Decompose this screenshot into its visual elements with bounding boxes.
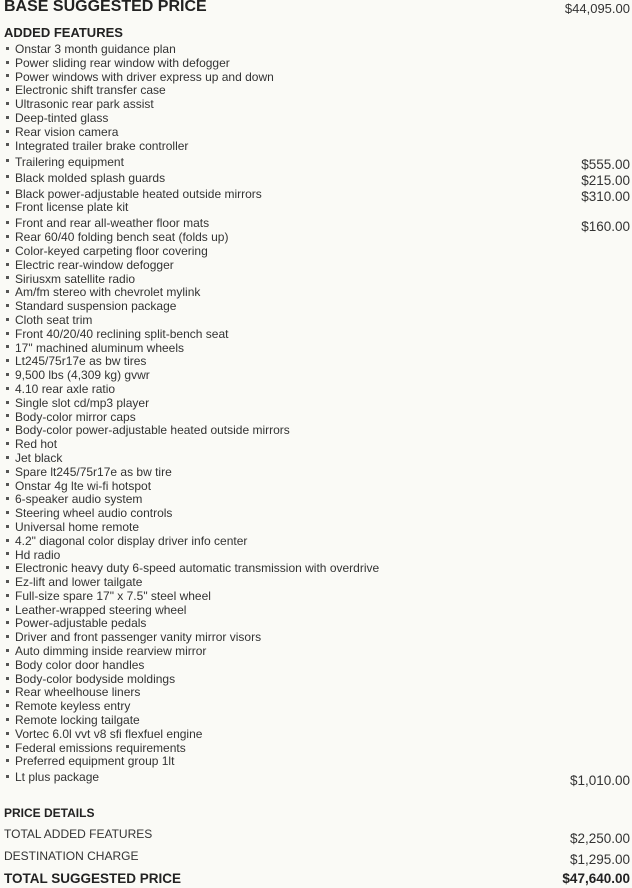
feature-item [0,686,632,700]
feature-label-wrap [4,631,261,645]
feature-label: Power sliding rear window with defogger [15,55,230,70]
bullet-icon [6,704,9,707]
feature-label-wrap [4,452,62,466]
feature-item [0,507,632,521]
bullet-icon [6,359,9,362]
feature-item [0,769,632,789]
feature-label-wrap [4,728,202,742]
feature-label-wrap [4,140,188,154]
feature-item [0,590,632,604]
bullet-icon [6,175,9,178]
feature-item [0,126,632,140]
feature-label: Integrated trailer brake controller [15,138,189,153]
feature-label-wrap [4,700,130,714]
feature-item [0,286,632,300]
feature-item [0,742,632,756]
feature-item [0,604,632,618]
feature-label: Jet black [15,450,63,465]
bullet-icon [6,525,9,528]
feature-label: Preferred equipment group 1lt [15,754,175,769]
feature-label-wrap [4,300,176,314]
feature-item [0,424,632,438]
feature-item [0,355,632,369]
feature-label: 4.2" diagonal color display driver info center [15,533,248,548]
feature-item [0,245,632,259]
bullet-icon [6,539,9,542]
bullet-icon [6,635,9,638]
feature-label: Body-color bodyside moldings [15,671,176,686]
feature-label-wrap [4,617,146,631]
bullet-icon [6,759,9,762]
feature-label: Spare lt245/75r17e as bw tire [15,464,172,479]
feature-label: Black molded splash guards [15,170,166,185]
feature-item [0,383,632,397]
bullet-icon [6,497,9,500]
feature-label: Universal home remote [15,519,140,534]
bullet-icon [6,318,9,321]
feature-item [0,549,632,563]
total-price-value: $47,640.00 [562,871,630,886]
feature-label-wrap [4,188,262,202]
feature-label-wrap [4,686,140,700]
feature-label: Driver and front passenger vanity mirror visors [15,630,262,645]
feature-label: Ez-lift and lower tailgate [15,575,143,590]
bullet-icon [6,88,9,91]
feature-label: Electronic shift transfer case [15,83,166,98]
price-details-heading: PRICE DETAILS [4,806,95,820]
bullet-icon [6,159,9,162]
feature-item [0,153,632,173]
feature-item [0,631,632,645]
feature-item [0,273,632,287]
feature-label-wrap [4,369,150,383]
feature-label-wrap [4,43,176,57]
bullet-icon [6,205,9,208]
feature-label: Deep-tinted glass [15,110,109,125]
feature-price: $160.00 [581,219,630,235]
feature-label-wrap [4,507,172,521]
bullet-icon [6,373,9,376]
feature-label: Cloth seat trim [15,312,93,327]
feature-label: Federal emissions requirements [15,740,186,755]
bullet-icon [6,74,9,77]
bullet-icon [6,663,9,666]
bullet-icon [6,345,9,348]
feature-label: Front and rear all-weather floor mats [15,216,210,231]
bullet-icon [6,580,9,583]
bullet-icon [6,470,9,473]
feature-label-wrap [4,466,172,480]
feature-label-wrap [4,493,142,507]
bullet-icon [6,428,9,431]
bullet-icon [6,332,9,335]
total-added-label: TOTAL ADDED FEATURES [4,827,153,841]
bullet-icon [6,263,9,266]
feature-item [0,452,632,466]
feature-label: Remote locking tailgate [15,713,140,728]
bullet-icon [6,47,9,50]
bullet-icon [6,387,9,390]
feature-label-wrap [4,673,175,687]
feature-item [0,755,632,769]
feature-label: Full-size spare 17" x 7.5" steel wheel [15,588,211,603]
feature-item [0,480,632,494]
feature-label-wrap [4,126,118,140]
feature-label: Red hot [15,437,58,452]
feature-label: Onstar 4g lte wi-fi hotspot [15,478,152,493]
feature-item [0,535,632,549]
feature-label: Rear vision camera [15,124,119,139]
total-price-label: TOTAL SUGGESTED PRICE [4,871,182,886]
feature-label-wrap [4,714,140,728]
feature-item [0,231,632,245]
feature-label: Lt plus package [15,770,100,785]
bullet-icon [6,276,9,279]
feature-item [0,328,632,342]
bullet-icon [6,191,9,194]
feature-item [0,169,632,189]
destination-label: DESTINATION CHARGE [4,849,139,863]
bullet-icon [6,414,9,417]
feature-label: Am/fm stereo with chevrolet mylink [15,285,201,300]
total-added-value: $2,250.00 [569,831,630,846]
feature-label-wrap [4,659,144,673]
feature-label-wrap [4,397,149,411]
feature-label: Single slot cd/mp3 player [15,395,150,410]
feature-label: 4.10 rear axle ratio [15,381,116,396]
feature-item [0,714,632,728]
feature-item [0,185,632,205]
feature-item [0,43,632,57]
feature-label-wrap [4,273,135,287]
feature-label: Black power-adjustable heated outside mirrors [15,186,262,201]
feature-label-wrap [4,424,290,438]
feature-label: Ultrasonic rear park assist [15,97,154,112]
bullet-icon [6,718,9,721]
feature-price: $310.00 [581,189,630,205]
feature-item [0,300,632,314]
base-price-label: BASE SUGGESTED PRICE [4,0,207,15]
feature-item [0,617,632,631]
feature-label-wrap [4,355,146,369]
feature-label-wrap [4,172,165,186]
feature-label: Hd radio [15,547,61,562]
feature-label: 9,500 lbs (4,309 kg) gvwr [15,368,150,383]
bullet-icon [6,102,9,105]
total-added-row [0,826,632,846]
bullet-icon [6,608,9,611]
bullet-icon [6,690,9,693]
feature-label-wrap [4,314,92,328]
feature-label-wrap [4,156,124,170]
added-features-heading: ADDED FEATURES [4,25,123,40]
feature-item [0,493,632,507]
bullet-icon [6,143,9,146]
bullet-icon [6,456,9,459]
feature-label-wrap [4,342,184,356]
feature-item [0,397,632,411]
bullet-icon [6,649,9,652]
bullet-icon [6,304,9,307]
bullet-icon [6,130,9,133]
feature-label: Body color door handles [15,657,145,672]
bullet-icon [6,401,9,404]
bullet-icon [6,116,9,119]
feature-label: Auto dimming inside rearview mirror [15,644,207,659]
feature-item [0,700,632,714]
feature-label-wrap [4,549,60,563]
feature-label-wrap [4,771,99,785]
feature-price: $1,010.00 [569,773,630,789]
feature-label: Leather-wrapped steering wheel [15,602,187,617]
feature-item [0,57,632,71]
feature-label: Body-color power-adjustable heated outside mirrors [15,423,290,438]
feature-label-wrap [4,245,208,259]
base-price-value: $44,095.00 [564,1,630,16]
destination-row [0,848,632,867]
feature-item [0,84,632,98]
feature-item [0,659,632,673]
feature-label: Trailering equipment [15,154,124,169]
feature-label: Rear wheelhouse liners [15,685,141,700]
bullet-icon [6,442,9,445]
feature-label-wrap [4,438,57,452]
feature-label: Power windows with driver express up and down [15,69,274,84]
feature-label: Steering wheel audio controls [15,506,173,521]
feature-item [0,71,632,85]
bullet-icon [6,221,9,224]
feature-label-wrap [4,576,142,590]
feature-label: 17" machined aluminum wheels [15,340,185,355]
bullet-icon [6,61,9,64]
feature-label-wrap [4,112,108,126]
feature-label-wrap [4,57,230,71]
bullet-icon [6,235,9,238]
feature-label-wrap [4,521,139,535]
bullet-icon [6,483,9,486]
feature-item [0,521,632,535]
feature-label-wrap [4,645,206,659]
feature-label: Body-color mirror caps [15,409,136,424]
feature-item [0,259,632,273]
bullet-icon [6,566,9,569]
feature-label-wrap [4,535,247,549]
feature-label-wrap [4,201,128,215]
feature-item [0,314,632,328]
feature-label-wrap [4,590,211,604]
bullet-icon [6,552,9,555]
feature-price: $555.00 [581,157,630,173]
feature-label: Front license plate kit [15,200,129,215]
feature-item [0,645,632,659]
feature-item [0,112,632,126]
bullet-icon [6,511,9,514]
feature-item [0,215,632,235]
feature-item [0,673,632,687]
feature-label-wrap [4,259,174,273]
feature-label-wrap [4,217,209,231]
feature-label-wrap [4,84,166,98]
feature-item [0,140,632,154]
feature-label: Electric rear-window defogger [15,257,174,272]
feature-label-wrap [4,562,379,576]
feature-item [0,369,632,383]
feature-label: 6-speaker audio system [15,492,143,507]
bullet-icon [6,745,9,748]
bullet-icon [6,677,9,680]
total-price-row [0,871,632,886]
feature-label: Lt245/75r17e as bw tires [15,354,147,369]
base-price-row [0,0,632,16]
feature-label-wrap [4,328,228,342]
feature-label-wrap [4,604,186,618]
feature-item [0,411,632,425]
bullet-icon [6,775,9,778]
feature-label-wrap [4,286,200,300]
bullet-icon [6,290,9,293]
feature-item [0,576,632,590]
bullet-icon [6,732,9,735]
feature-label-wrap [4,480,151,494]
feature-label: Standard suspension package [15,299,177,314]
feature-label: Front 40/20/40 reclining split-bench seat [15,326,229,341]
feature-label-wrap [4,98,154,112]
added-features-list [0,42,632,789]
feature-label-wrap [4,383,115,397]
feature-label-wrap [4,742,186,756]
feature-label: Siriusxm satellite radio [15,271,136,286]
feature-label: Power-adjustable pedals [15,616,147,631]
feature-item [0,728,632,742]
feature-label: Remote keyless entry [15,699,131,714]
destination-value: $1,295.00 [569,852,630,867]
feature-price: $215.00 [581,173,630,189]
bullet-icon [6,594,9,597]
feature-item [0,201,632,215]
feature-label-wrap [4,71,274,85]
feature-item [0,98,632,112]
feature-label-wrap [4,231,228,245]
bullet-icon [6,621,9,624]
feature-item [0,342,632,356]
feature-item [0,438,632,452]
feature-item [0,562,632,576]
feature-label: Rear 60/40 folding bench seat (folds up) [15,230,229,245]
feature-label: Color-keyed carpeting floor covering [15,243,208,258]
feature-label-wrap [4,411,136,425]
feature-item [0,466,632,480]
feature-label: Onstar 3 month guidance plan [15,42,176,56]
feature-label: Vortec 6.0l vvt v8 sfi flexfuel engine [15,726,203,741]
bullet-icon [6,249,9,252]
feature-label-wrap [4,755,174,769]
feature-label: Electronic heavy duty 6-speed automatic transmission with overdrive [15,561,380,576]
